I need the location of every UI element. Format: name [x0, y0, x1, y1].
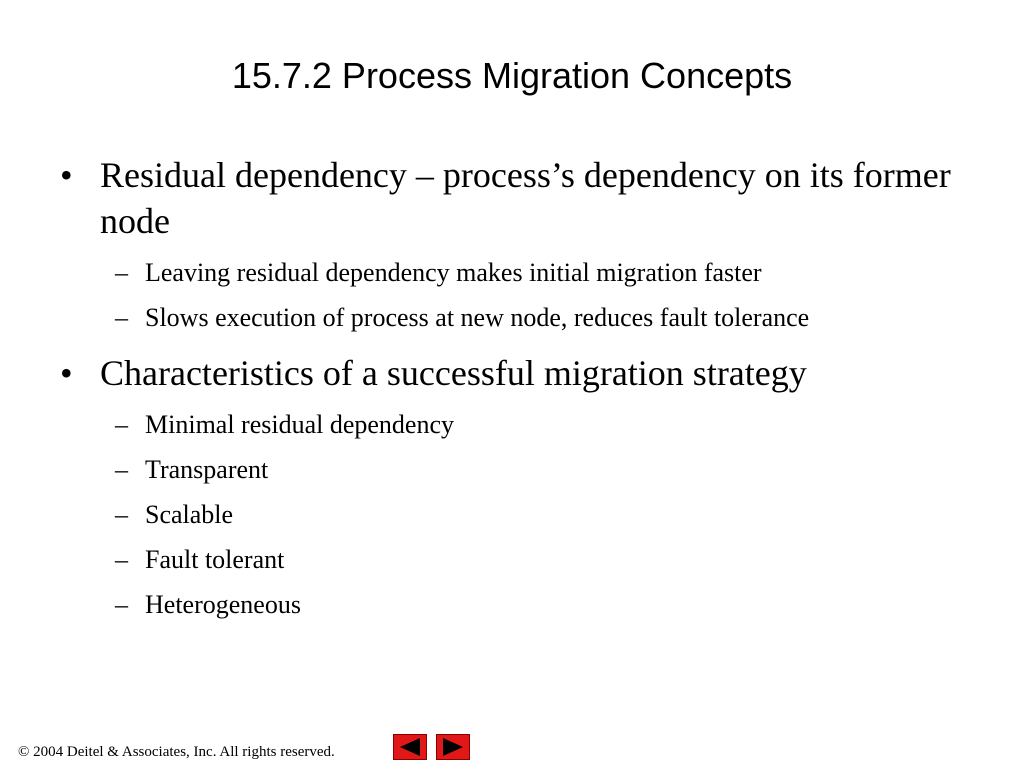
dash-glyph: – [115, 410, 128, 439]
bullet-text: Characteristics of a successful migration strategy [100, 353, 807, 393]
bullet-item [60, 152, 960, 244]
sub-list [60, 402, 960, 627]
bullet-glyph: • [60, 353, 73, 393]
sub-text: Slows execution of process at new node, reduces fault tolerance [145, 303, 810, 332]
previous-slide-button[interactable] [393, 734, 427, 760]
right-arrow-icon [437, 735, 469, 759]
bullet-item [60, 350, 960, 396]
bullet-glyph: • [60, 155, 73, 195]
sub-item [60, 582, 960, 627]
dash-glyph: – [115, 455, 128, 484]
sub-item [60, 295, 960, 340]
dash-glyph: – [115, 590, 128, 619]
next-slide-button[interactable] [436, 734, 470, 760]
slide-title: 15.7.2 Process Migration Concepts [231, 55, 793, 96]
sub-list [60, 250, 960, 340]
dash-glyph: – [115, 500, 128, 529]
copyright-footer: © 2004 Deitel & Associates, Inc. All rights reserved. [18, 744, 335, 760]
sub-item [60, 447, 960, 492]
sub-text: Heterogeneous [145, 590, 301, 619]
left-arrow-icon [394, 735, 426, 759]
sub-text: Transparent [145, 455, 269, 484]
sub-item [60, 402, 960, 447]
dash-glyph: – [115, 303, 128, 332]
sub-item [60, 492, 960, 537]
sub-item [60, 537, 960, 582]
bullet-list [60, 152, 960, 637]
dash-glyph: – [115, 545, 128, 574]
sub-text: Fault tolerant [145, 545, 285, 574]
sub-text: Leaving residual dependency makes initial migration faster [145, 258, 762, 287]
bullet-text: Residual dependency – process’s dependency on its former node [100, 155, 951, 241]
sub-text: Minimal residual dependency [145, 410, 455, 439]
sub-item [60, 250, 960, 295]
sub-text: Scalable [145, 500, 234, 529]
dash-glyph: – [115, 258, 128, 287]
